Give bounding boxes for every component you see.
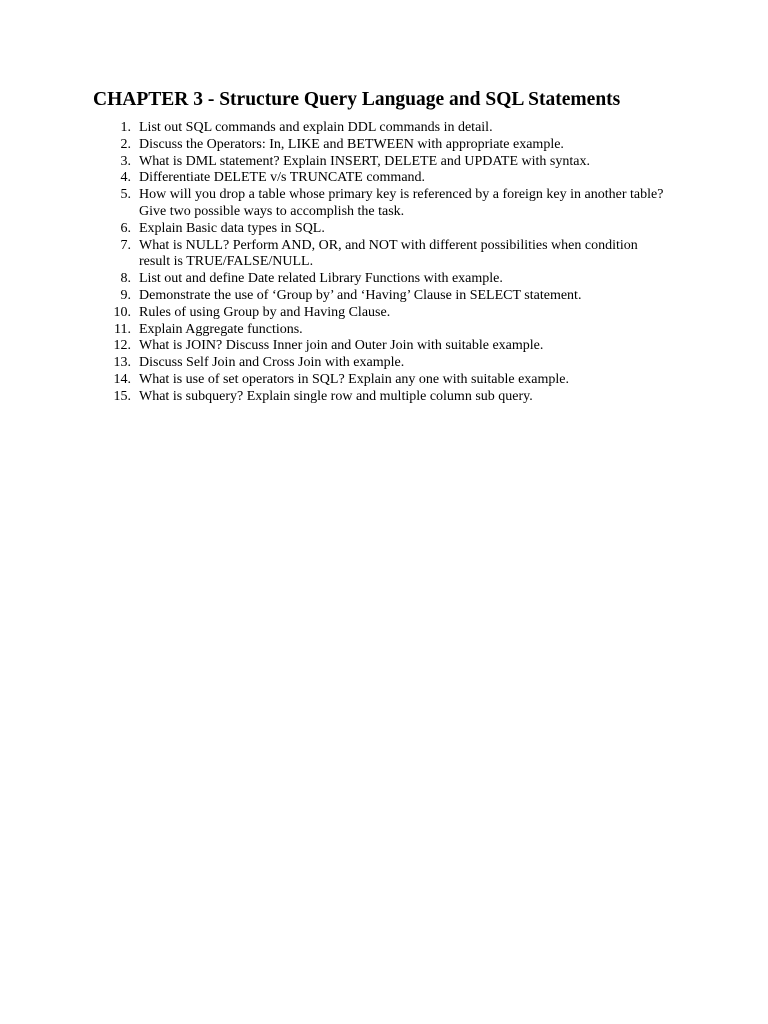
question-text: Differentiate DELETE v/s TRUNCATE command. [139,170,426,186]
question-number: 13. [113,355,131,371]
list-item [112,238,672,272]
question-text: Explain Basic data types in SQL. [139,220,325,236]
question-text: Demonstrate the use of ‘Group by’ and ‘Having’ Clause in SELECT statement. [139,287,582,303]
list-item [112,137,672,154]
question-text: What is JOIN? Discuss Inner join and Outer Join with suitable example. [139,338,544,354]
list-item [112,389,672,406]
list-item [112,221,672,238]
question-number: 15. [113,388,131,404]
question-number: 4. [120,170,131,186]
list-item [112,338,672,355]
question-number: 5. [120,187,131,203]
question-list [112,120,672,406]
question-number: 2. [120,136,131,152]
question-number: 6. [120,220,131,236]
question-text: How will you drop a table whose primary key is referenced by a foreign key in another table? Give two possible ways to accomplish the task. [139,187,664,219]
list-item [112,170,672,187]
question-number: 11. [114,321,131,337]
question-text: What is use of set operators in SQL? Explain any one with suitable example. [139,371,570,387]
question-text: List out SQL commands and explain DDL commands in detail. [139,120,493,135]
list-item [112,271,672,288]
list-item [112,305,672,322]
question-text: What is DML statement? Explain INSERT, DELETE and UPDATE with syntax. [139,153,590,169]
question-number: 10. [113,304,131,320]
list-item [112,154,672,171]
list-item [112,372,672,389]
question-text: List out and define Date related Library Functions with example. [139,271,503,287]
list-item [112,120,672,137]
question-text: Discuss Self Join and Cross Join with example. [139,355,405,371]
list-item [112,187,672,221]
list-item [112,322,672,339]
list-item [112,288,672,305]
question-number: 14. [113,371,131,387]
question-text: Discuss the Operators: In, LIKE and BETWEEN with appropriate example. [139,136,564,152]
question-text: Explain Aggregate functions. [139,321,303,337]
question-number: 7. [120,237,131,253]
question-text: Rules of using Group by and Having Clause. [139,304,391,320]
chapter-title: CHAPTER 3 - Structure Query Language and SQL Statements [93,89,621,110]
question-number: 8. [120,271,131,287]
question-number: 9. [120,287,131,303]
question-number: 3. [120,153,131,169]
question-text: What is NULL? Perform AND, OR, and NOT with different possibilities when condition result is TRUE/FALSE/NULL. [139,237,638,270]
question-number: 12. [113,338,131,354]
question-text: What is subquery? Explain single row and multiple column sub query. [139,388,533,404]
question-number: 1. [120,120,131,135]
list-item [112,355,672,372]
